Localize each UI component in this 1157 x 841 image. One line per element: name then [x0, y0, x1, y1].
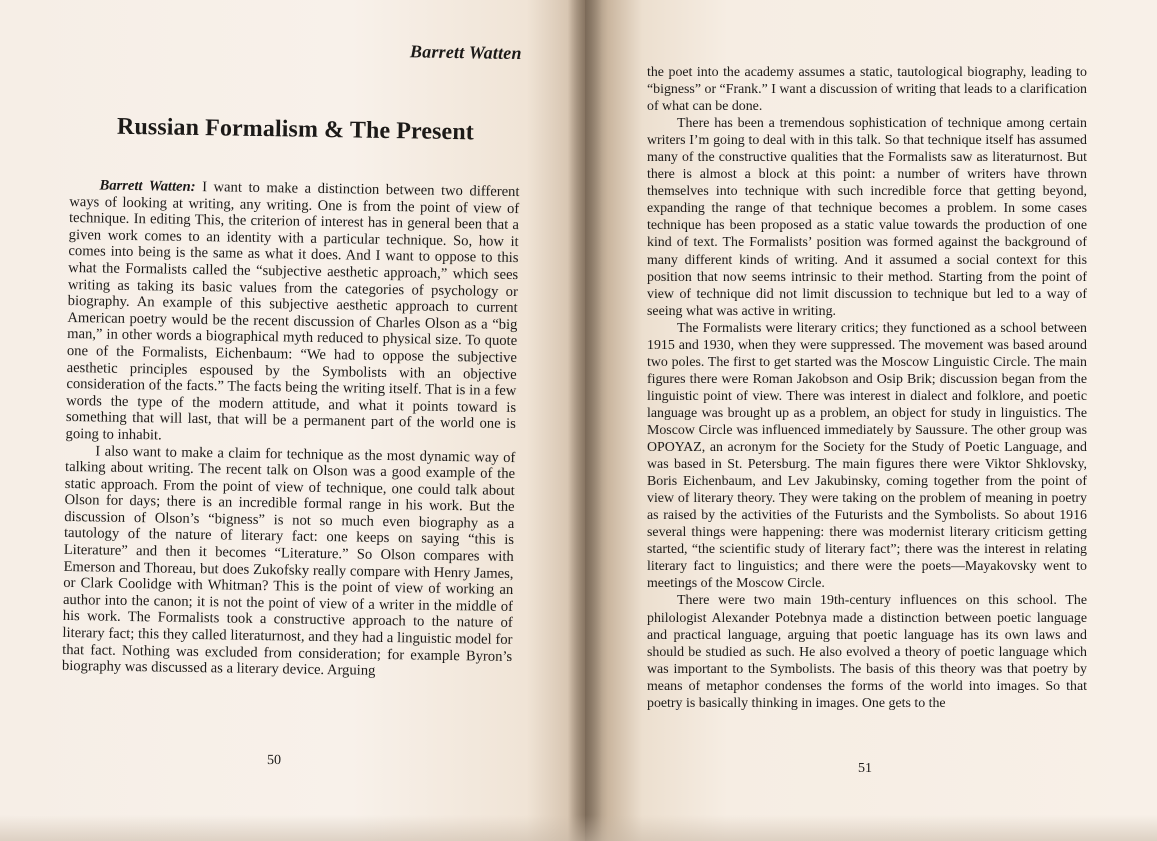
left-page-body	[62, 177, 520, 682]
right-page-content	[647, 64, 1087, 712]
paragraph-technique: There has been a tremendous sophistication of technique among certain writers I’m going to deal with in this talk. So that technique itself has assumed many of the constructive qualities that the Formalists saw as literaturnost. But there is almost a block at this point: a number of writers have thrown themselves into technique with such incredible force that getting beyond, expanding the range of that technique becomes a problem. In some cases technique has been proposed as a static value towards the production of one kind of text. The Formalists’ position was formed against the background of many different kinds of writing. And it assumed a social context for this position that now seems intrinsic to their method. Starting from the point of view of technique did not limit discussion to technique but led to a way of seeing what was active in writing.	[647, 116, 1087, 319]
paragraph-formalists: The Formalists were literary critics; they functioned as a school between 1915 and 1930, when they were suppressed. The movement was based around two poles. The first to get started was the Moscow Linguistic Circle. The main figures there were Roman Jakobson and Osip Brik; discussion began from the linguistic point of view. There was interest in dialect and folklore, and poetic language was brought up as a problem, an object for study in linguistics. The Moscow Circle was influenced immediately by Saussure. The other group was OPOYAZ, an acronym for the Society for the Study of Poetic Language, and was based in St. Petersburg. The main figures there were Viktor Shklovsky, Boris Eichenbaum, and Lev Jakubinsky, coming together from the point of view of literary theory. They were taking on the problem of meaning in poetry as raised by the activities of the Futurists and the Symbolists. So about 1916 several things were happening: there was modernist literary criticism getting started, “the scientific study of literary fact”; there was the interest in relating literary fact to linguistics; and there were the poets—Mayakovsky went to meetings of the Moscow Circle.	[647, 320, 1087, 592]
page-bottom-edge	[0, 815, 1157, 841]
book-gutter	[568, 0, 602, 841]
left-page-content	[62, 28, 522, 682]
running-head: Barrett Watten	[409, 41, 522, 64]
page-number-left: 50	[266, 752, 282, 769]
paragraph-2: I also want to make a claim for technique as the most dynamic way of talking about writing. The recent talk on Olson was a good example of the static approach. From the point of view of technique, one could talk about Olson for days; there is an incredible formal range in his work. But the discussion of Olson’s “bigness” is not so much even biography as a tautology of the nature of literary fact: one keeps on saying “this is Literature” and then it becomes “Literature.” So Olson compares with Emerson and Thoreau, but does Zukofsky really compare with Henry James, or Clark Coolidge with Whitman? This is the point of view of working an author into the canon; it is not the point of view of a writer in the middle of his work. The Formalists took a constructive approach to the nature of literary fact; this they called literaturnost, and they had a linguistic model for that fact. Nothing was excluded from consideration; for example Byron’s biography was discussed as a literary device. Arguing	[61, 442, 516, 680]
paragraph-influences: There were two main 19th-century influences on this school. The philologist Alexander Potebnya made a distinction between poetic language and practical language, arguing that poetic language has its own laws and should be studied as such. He also evolved a theory of poetic language which was important to the Symbolists. The basis of this theory was that poetry by means of metaphor condenses the forms of the world into images. So that poetry is basically thinking in images. One gets to the	[647, 593, 1087, 711]
paragraph-continued: the poet into the academy assumes a static, tautological biography, leading to “bigness” or “Frank.” I want a discussion of writing that leads to a clarification of what can be done.	[647, 65, 1087, 115]
speaker-name: Barrett Watten:	[99, 177, 196, 195]
chapter-title: Russian Formalism & The Present	[116, 113, 475, 146]
page-number-right: 51	[858, 761, 872, 776]
paragraph-text: I want to make a distinction between two different ways of looking at writing, any writing. One is from the point of view of technique. In editing This, the criterion of interest has in general been that a given work comes to an identity with a particular technique. So, how it comes into being is the same as what it does. And I want to oppose to this what the Formalists called the “subjective aesthetic approach,” which sees writing as taking its basic values from the categories of psychology or biography. An example of this subjective aesthetic approach to current American poetry would be the recent discussion of Charles Olson as a “big man,” in other words a biographical myth reduced to physical size. To quote one of the Formalists, Eichenbaum: “We had to oppose the subjective aesthetic principles espoused by the Symbolists with an objective consideration of the facts.” The facts being the writing itself. That is in a few words the type of the modern attitude, and what it points toward is something that will last, that will be a permanent part of the world one is going to inhabit.	[65, 178, 520, 444]
paragraph-1	[65, 177, 519, 450]
